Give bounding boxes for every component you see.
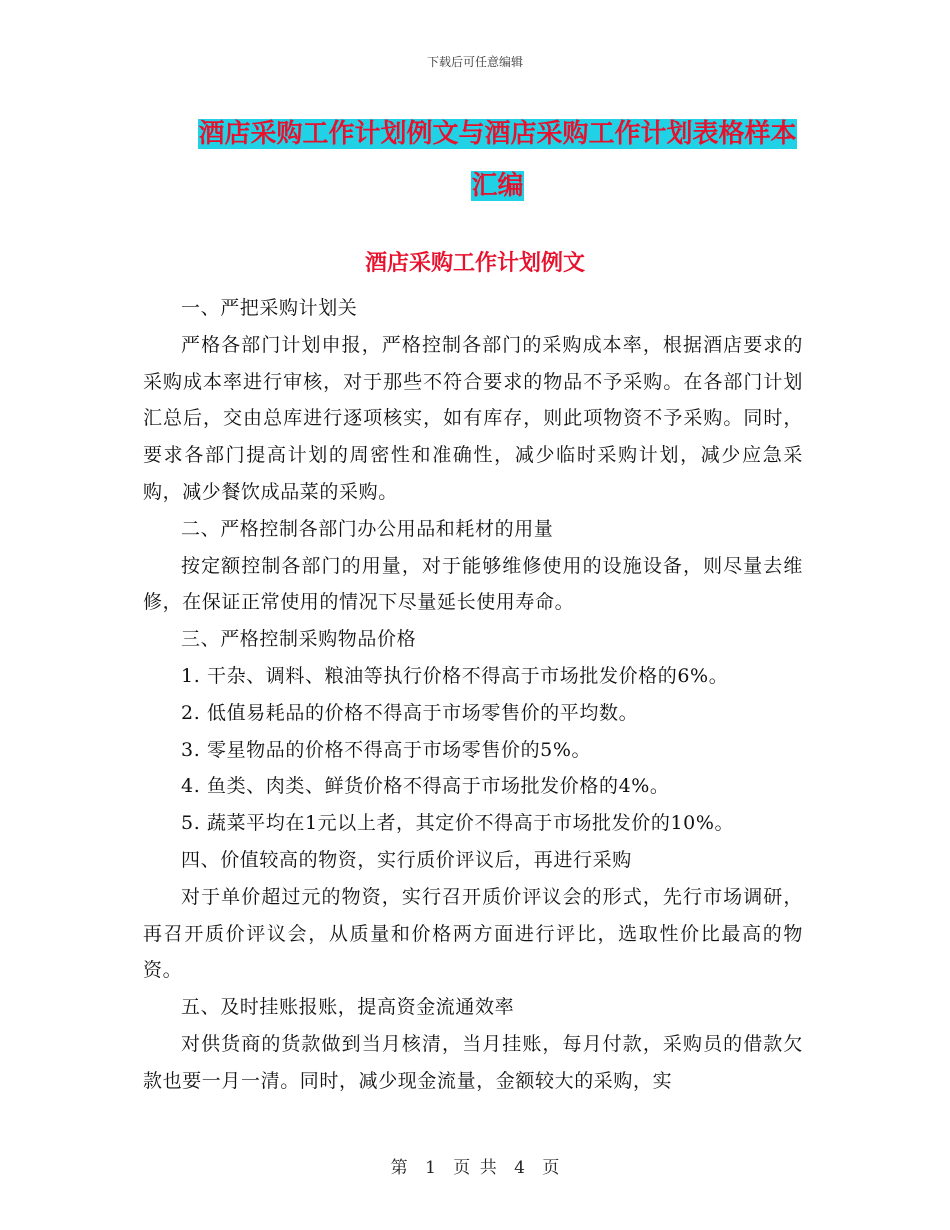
list-item-1: 1. 干杂、调料、粮油等执行价格不得高于市场批发价格的6%。 (181, 664, 729, 687)
footer-prefix: 第 (390, 1158, 408, 1178)
list-item-3: 3. 零星物品的价格不得高于市场零售价的5%。 (181, 738, 592, 761)
heading-3: 三、严格控制采购物品价格 (181, 628, 417, 651)
title-line-2: 汇编 (471, 171, 524, 201)
paragraph-5: 对供货商的货款做到当月核清，当月挂账，每月付款，采购员的借款欠款也要一月一清。同时，减少现金流量，金额较大的采购，实 (143, 1032, 803, 1092)
heading-5: 五、及时挂账报账，提高资金流通效率 (181, 996, 515, 1019)
footer-suffix: 页 (542, 1158, 560, 1178)
heading-1: 一、严把采购计划关 (181, 297, 358, 319)
title-line-1: 酒店采购工作计划例文与酒店采购工作计划表格样本 (198, 119, 797, 149)
list-item-4: 4. 鱼类、肉类、鲜货价格不得高于市场批发价格的4%。 (181, 775, 670, 798)
header-note: 下载后可任意编辑 (426, 55, 523, 69)
list-item-5: 5. 蔬菜平均在1元以上者，其定价不得高于市场批发价的10%。 (181, 812, 735, 835)
document-body (143, 290, 803, 1100)
page-total: 4 (514, 1158, 525, 1178)
page-number: 1 (425, 1158, 436, 1178)
page-footer (0, 1153, 950, 1178)
list-item-2: 2. 低值易耗品的价格不得高于市场零售价的平均数。 (181, 701, 639, 724)
heading-4: 四、价值较高的物资，实行质价评议后，再进行采购 (181, 848, 632, 871)
footer-middle: 页 共 (453, 1158, 497, 1178)
section-title: 酒店采购工作计划例文 (364, 250, 585, 276)
paragraph-4: 对于单价超过元的物资，实行召开质价评议会的形式，先行市场调研，再召开质价评议会，从质量和价格两方面进行评比，选取性价比最高的物资。 (143, 885, 803, 982)
paragraph-1: 严格各部门计划申报，严格控制各部门的采购成本率，根据酒店要求的采购成本率进行审核，对于那些不符合要求的物品不予采购。在各部门计划汇总后，交由总库进行逐项核实，如有库存，则此项物资不予采购。同时，要求各部门提高计划的周密性和准确性，减少临时采购计划，减少应急采购，减少餐饮成品菜的采购。 (143, 333, 803, 503)
document-title (185, 108, 810, 212)
heading-2: 二、严格控制各部门办公用品和耗材的用量 (181, 517, 554, 540)
paragraph-2: 按定额控制各部门的用量，对于能够维修使用的设施设备，则尽量去维修，在保证正常使用的情况下尽量延长使用寿命。 (143, 554, 803, 614)
